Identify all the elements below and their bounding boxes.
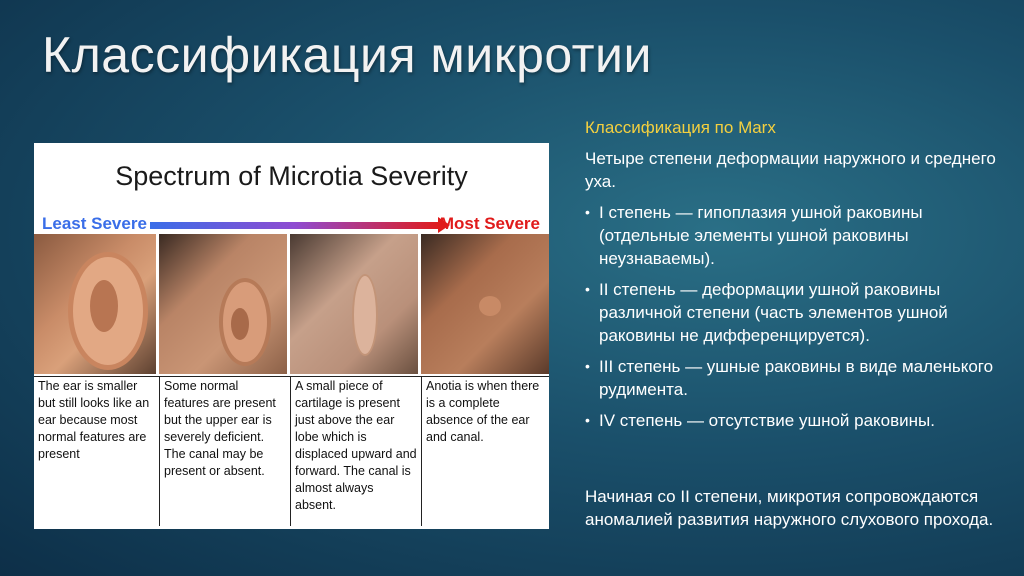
microtia-figure bbox=[34, 143, 549, 529]
classification-text bbox=[585, 118, 1005, 440]
list-item bbox=[585, 201, 1005, 270]
figure-title: Spectrum of Microtia Severity bbox=[115, 161, 468, 191]
grade-list bbox=[585, 201, 1005, 432]
slide-title: Классификация микротии bbox=[42, 27, 652, 83]
photo-grade-4 bbox=[421, 234, 549, 374]
grade-2-text: II степень — деформации ушной раковины различной степени (часть элементов ушной раковины не дифференцируется). bbox=[599, 280, 948, 345]
classification-intro: Четыре степени деформации наружного и среднего уха. bbox=[585, 149, 996, 191]
photo-grade-3 bbox=[290, 234, 418, 374]
grade-4-text: IV степень — отсутствие ушной раковины. bbox=[599, 411, 935, 430]
least-severe-label: Least Severe bbox=[42, 214, 147, 233]
severity-scale bbox=[42, 216, 542, 234]
most-severe-label: Most Severe bbox=[439, 214, 540, 233]
caption-grade-4: Anotia is when there is a complete absence of the ear and canal. bbox=[421, 376, 549, 526]
caption-table bbox=[34, 376, 549, 529]
photo-grade-1 bbox=[34, 234, 156, 374]
bullet-icon: • bbox=[585, 204, 590, 220]
caption-grade-1: The ear is smaller but still looks like an ear because most normal features are present bbox=[38, 379, 150, 461]
bullet-icon: • bbox=[585, 281, 590, 297]
ear-photos bbox=[34, 234, 549, 374]
bullet-icon: • bbox=[585, 358, 590, 374]
grade-3-text: III степень — ушные раковины в виде маленького рудимента. bbox=[599, 357, 994, 399]
conclusion-text: Начиная со II степени, микротия сопровождаются аномалией развития наружного слухового прохода. bbox=[585, 487, 994, 529]
classification-subtitle: Классификация по Marx bbox=[585, 118, 776, 137]
list-item bbox=[585, 409, 1005, 432]
list-item bbox=[585, 355, 1005, 401]
list-item bbox=[585, 278, 1005, 347]
bullet-icon: • bbox=[585, 412, 590, 428]
severity-gradient-bar bbox=[150, 222, 440, 229]
photo-grade-2 bbox=[159, 234, 287, 374]
grade-1-text: I степень — гипоплазия ушной раковины (отдельные элементы ушной раковины неузнаваемы). bbox=[599, 203, 923, 268]
caption-grade-2: Some normal features are present but the upper ear is severely deficient. The canal may be present or absent. bbox=[159, 376, 290, 526]
caption-grade-3: A small piece of cartilage is present just above the ear lobe which is displaced upward and forward. The canal is almost always absent. bbox=[290, 376, 421, 526]
